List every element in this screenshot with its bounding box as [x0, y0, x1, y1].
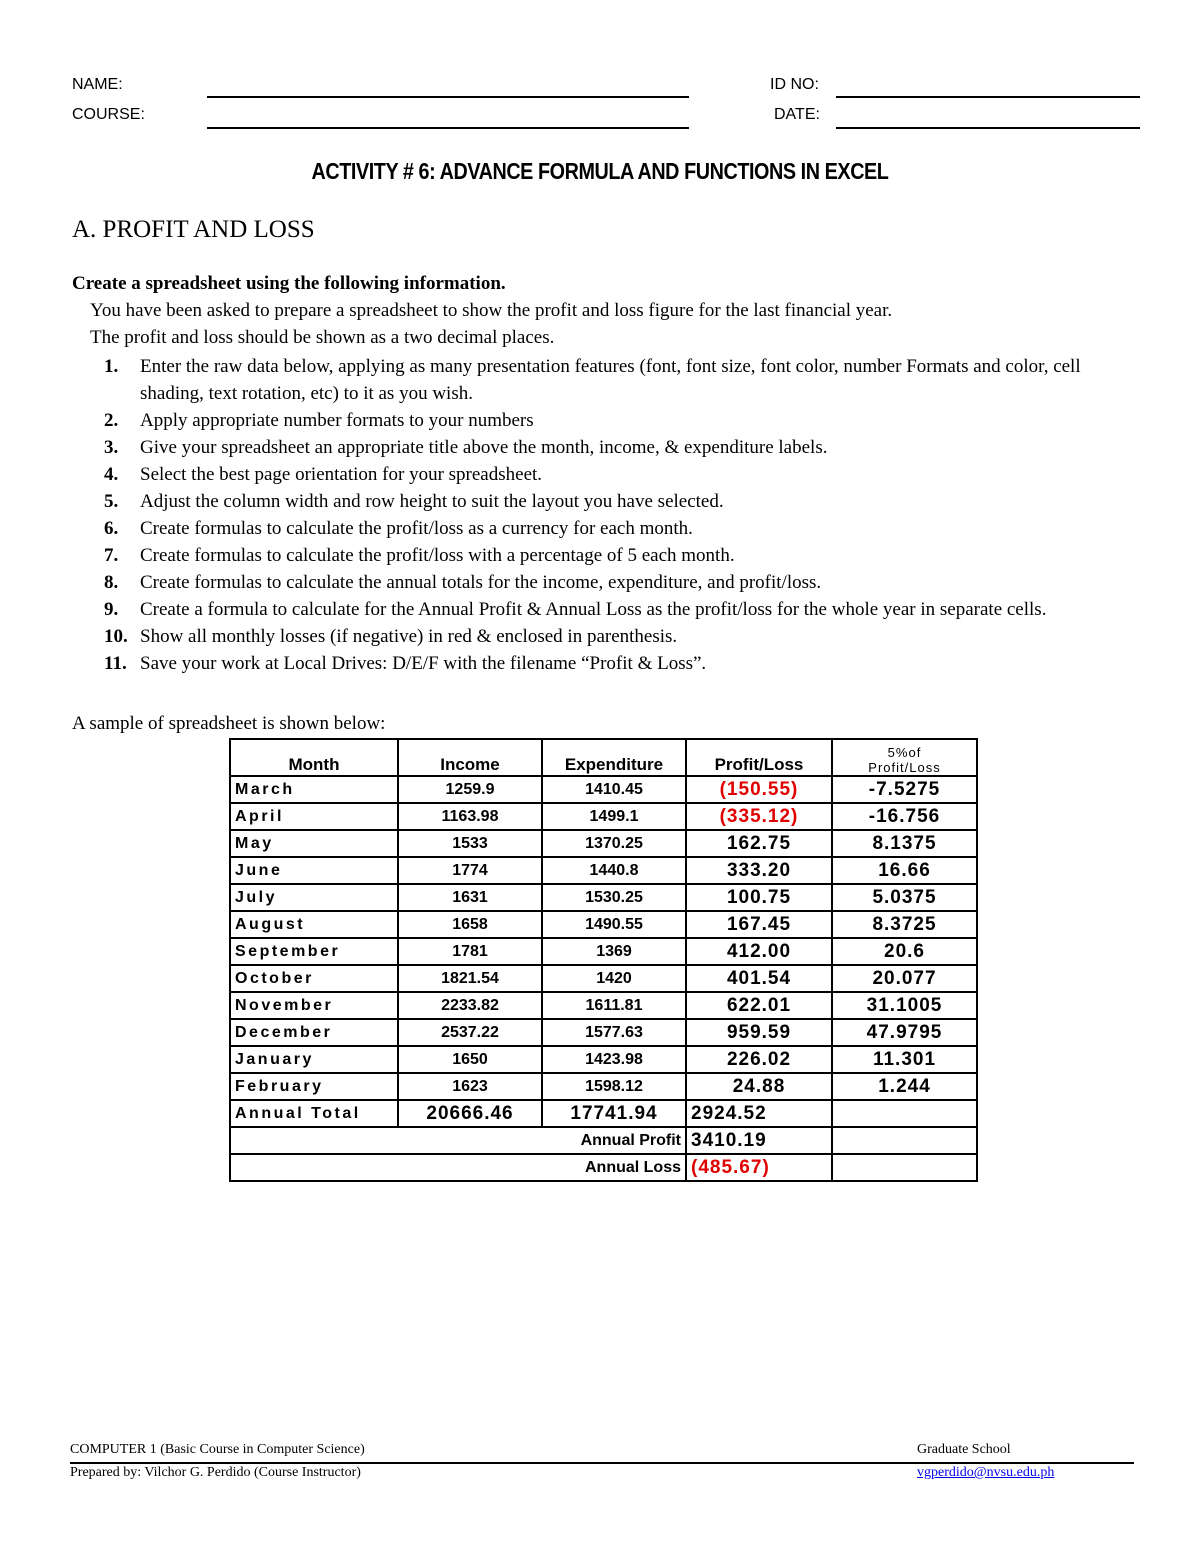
footer-course: COMPUTER 1 (Basic Course in Computer Science) [70, 1442, 365, 1457]
cell-income: 1781 [398, 938, 542, 965]
date-line[interactable] [836, 127, 1140, 129]
step-item: 3. Give your spreadsheet an appropriate title above the month, income, & expenditure labels. [104, 437, 828, 458]
cell-expenditure: 1577.63 [542, 1019, 686, 1046]
step-item: 4. Select the best page orientation for your spreadsheet. [104, 464, 543, 485]
table-row [230, 803, 977, 830]
date-label: DATE: [774, 106, 820, 123]
table-row [230, 830, 977, 857]
cell-percent: -16.756 [832, 803, 977, 830]
table-row [230, 1019, 977, 1046]
cell-profit-loss: 226.02 [686, 1046, 832, 1073]
cell-percent: 31.1005 [832, 992, 977, 1019]
id-label: ID NO: [770, 76, 819, 93]
cell-month: August [230, 911, 398, 938]
annual-profit-row [230, 1127, 977, 1154]
cell-income: 2233.82 [398, 992, 542, 1019]
name-line[interactable] [207, 96, 689, 98]
cell-profit-loss: 401.54 [686, 965, 832, 992]
course-line[interactable] [207, 127, 689, 129]
cell-income: 1631 [398, 884, 542, 911]
cell-month: July [230, 884, 398, 911]
cell-income: 1623 [398, 1073, 542, 1100]
cell-expenditure: 1369 [542, 938, 686, 965]
step-item: 8. Create formulas to calculate the annual totals for the income, expenditure, and profit/loss. [104, 572, 822, 593]
name-label: NAME: [72, 76, 123, 93]
cell-income: 1658 [398, 911, 542, 938]
footer-divider [70, 1462, 1134, 1464]
header-expenditure: Expenditure [542, 739, 686, 776]
cell-month: April [230, 803, 398, 830]
table-row [230, 965, 977, 992]
cell-expenditure: 1423.98 [542, 1046, 686, 1073]
step-item: 1. Enter the raw data below, applying as many presentation features (font, font size, font color, number Formats and color, cell shading, text rotation, etc) to it as you wish. [104, 356, 1081, 404]
page-title: ACTIVITY # 6: ADVANCE FORMULA AND FUNCTIONS IN EXCEL [311, 158, 889, 184]
cell-profit-loss: 959.59 [686, 1019, 832, 1046]
annual-total-expenditure: 17741.94 [542, 1100, 686, 1127]
sample-caption: A sample of spreadsheet is shown below: [72, 713, 386, 734]
step-item: 7. Create formulas to calculate the profit/loss with a percentage of 5 each month. [104, 545, 735, 566]
annual-loss-label: Annual Loss [230, 1154, 686, 1181]
cell-expenditure: 1440.8 [542, 857, 686, 884]
cell-expenditure: 1370.25 [542, 830, 686, 857]
step-item: 2. Apply appropriate number formats to your numbers [104, 410, 534, 431]
cell-month: October [230, 965, 398, 992]
table-row [230, 1046, 977, 1073]
cell-profit-loss: 412.00 [686, 938, 832, 965]
table-row [230, 857, 977, 884]
cell-expenditure: 1420 [542, 965, 686, 992]
table-row [230, 911, 977, 938]
course-label: COURSE: [72, 106, 145, 123]
header-percent [832, 739, 977, 776]
step-item: 5. Adjust the column width and row height to suit the layout you have selected. [104, 491, 724, 512]
header-month: Month [230, 739, 398, 776]
cell-month: March [230, 776, 398, 803]
table-row [230, 1073, 977, 1100]
header-percent-line1: 5%of [887, 745, 922, 760]
cell-income: 1821.54 [398, 965, 542, 992]
cell-month: February [230, 1073, 398, 1100]
cell-month: June [230, 857, 398, 884]
table-row [230, 776, 977, 803]
cell-income: 1259.9 [398, 776, 542, 803]
step-item: 9. Create a formula to calculate for the Annual Profit & Annual Loss as the profit/loss for the whole year in separate cells. [104, 599, 1047, 620]
cell-profit-loss: 162.75 [686, 830, 832, 857]
cell-month: September [230, 938, 398, 965]
annual-total-row [230, 1100, 977, 1127]
cell-percent: 8.3725 [832, 911, 977, 938]
cell-expenditure: 1598.12 [542, 1073, 686, 1100]
cell-month: December [230, 1019, 398, 1046]
annual-profit-value: 3410.19 [686, 1127, 832, 1154]
section-title: A. PROFIT AND LOSS [72, 216, 315, 243]
annual-profit-label: Annual Profit [230, 1127, 686, 1154]
cell-profit-loss: 622.01 [686, 992, 832, 1019]
footer-prepared-by: Prepared by: Vilchor G. Perdido (Course Instructor) [70, 1465, 361, 1480]
header-income: Income [398, 739, 542, 776]
cell-income: 1650 [398, 1046, 542, 1073]
step-item: 10. Show all monthly losses (if negative) in red & enclosed in parenthesis. [104, 626, 678, 647]
intro-line: The profit and loss should be shown as a two decimal places. [90, 327, 555, 348]
annual-loss-value: (485.67) [686, 1154, 832, 1181]
cell-profit-loss: 167.45 [686, 911, 832, 938]
cell-month: May [230, 830, 398, 857]
cell-percent: 47.9795 [832, 1019, 977, 1046]
cell-profit-loss: (150.55) [686, 776, 832, 803]
footer-email-link[interactable]: vgperdido@nvsu.edu.ph [917, 1465, 1055, 1480]
cell-percent: 20.077 [832, 965, 977, 992]
cell-percent: 8.1375 [832, 830, 977, 857]
table-row [230, 938, 977, 965]
cell-expenditure: 1499.1 [542, 803, 686, 830]
id-line[interactable] [836, 96, 1140, 98]
cell-profit-loss: 333.20 [686, 857, 832, 884]
cell-percent: 20.6 [832, 938, 977, 965]
table-row [230, 992, 977, 1019]
profit-loss-table [229, 738, 978, 1182]
header-percent-line2: Profit/Loss [868, 760, 941, 775]
table-row [230, 884, 977, 911]
cell-month: January [230, 1046, 398, 1073]
annual-total-income: 20666.46 [398, 1100, 542, 1127]
cell-income: 1533 [398, 830, 542, 857]
annual-total-empty [832, 1100, 977, 1127]
intro-line: You have been asked to prepare a spreadsheet to show the profit and loss figure for the last financial year. [90, 300, 893, 321]
cell-income: 2537.22 [398, 1019, 542, 1046]
step-item: 11. Save your work at Local Drives: D/E/F with the filename “Profit & Loss”. [104, 653, 707, 674]
footer-school: Graduate School [917, 1442, 1011, 1457]
instruction-steps [104, 353, 1144, 677]
cell-expenditure: 1611.81 [542, 992, 686, 1019]
annual-total-label: Annual Total [230, 1100, 398, 1127]
table-header-row [230, 739, 977, 776]
cell-profit-loss: 24.88 [686, 1073, 832, 1100]
annual-profit-empty [832, 1127, 977, 1154]
cell-profit-loss: 100.75 [686, 884, 832, 911]
cell-profit-loss: (335.12) [686, 803, 832, 830]
annual-loss-empty [832, 1154, 977, 1181]
cell-percent: 5.0375 [832, 884, 977, 911]
annual-total-profit-loss: 2924.52 [686, 1100, 832, 1127]
cell-expenditure: 1410.45 [542, 776, 686, 803]
cell-expenditure: 1530.25 [542, 884, 686, 911]
cell-month: November [230, 992, 398, 1019]
cell-expenditure: 1490.55 [542, 911, 686, 938]
cell-percent: 16.66 [832, 857, 977, 884]
annual-loss-row [230, 1154, 977, 1181]
cell-percent: 11.301 [832, 1046, 977, 1073]
cell-income: 1163.98 [398, 803, 542, 830]
step-item: 6. Create formulas to calculate the profit/loss as a currency for each month. [104, 518, 693, 539]
cell-percent: -7.5275 [832, 776, 977, 803]
cell-percent: 1.244 [832, 1073, 977, 1100]
instruction-heading: Create a spreadsheet using the following information. [72, 273, 506, 294]
cell-income: 1774 [398, 857, 542, 884]
header-profit-loss: Profit/Loss [686, 739, 832, 776]
